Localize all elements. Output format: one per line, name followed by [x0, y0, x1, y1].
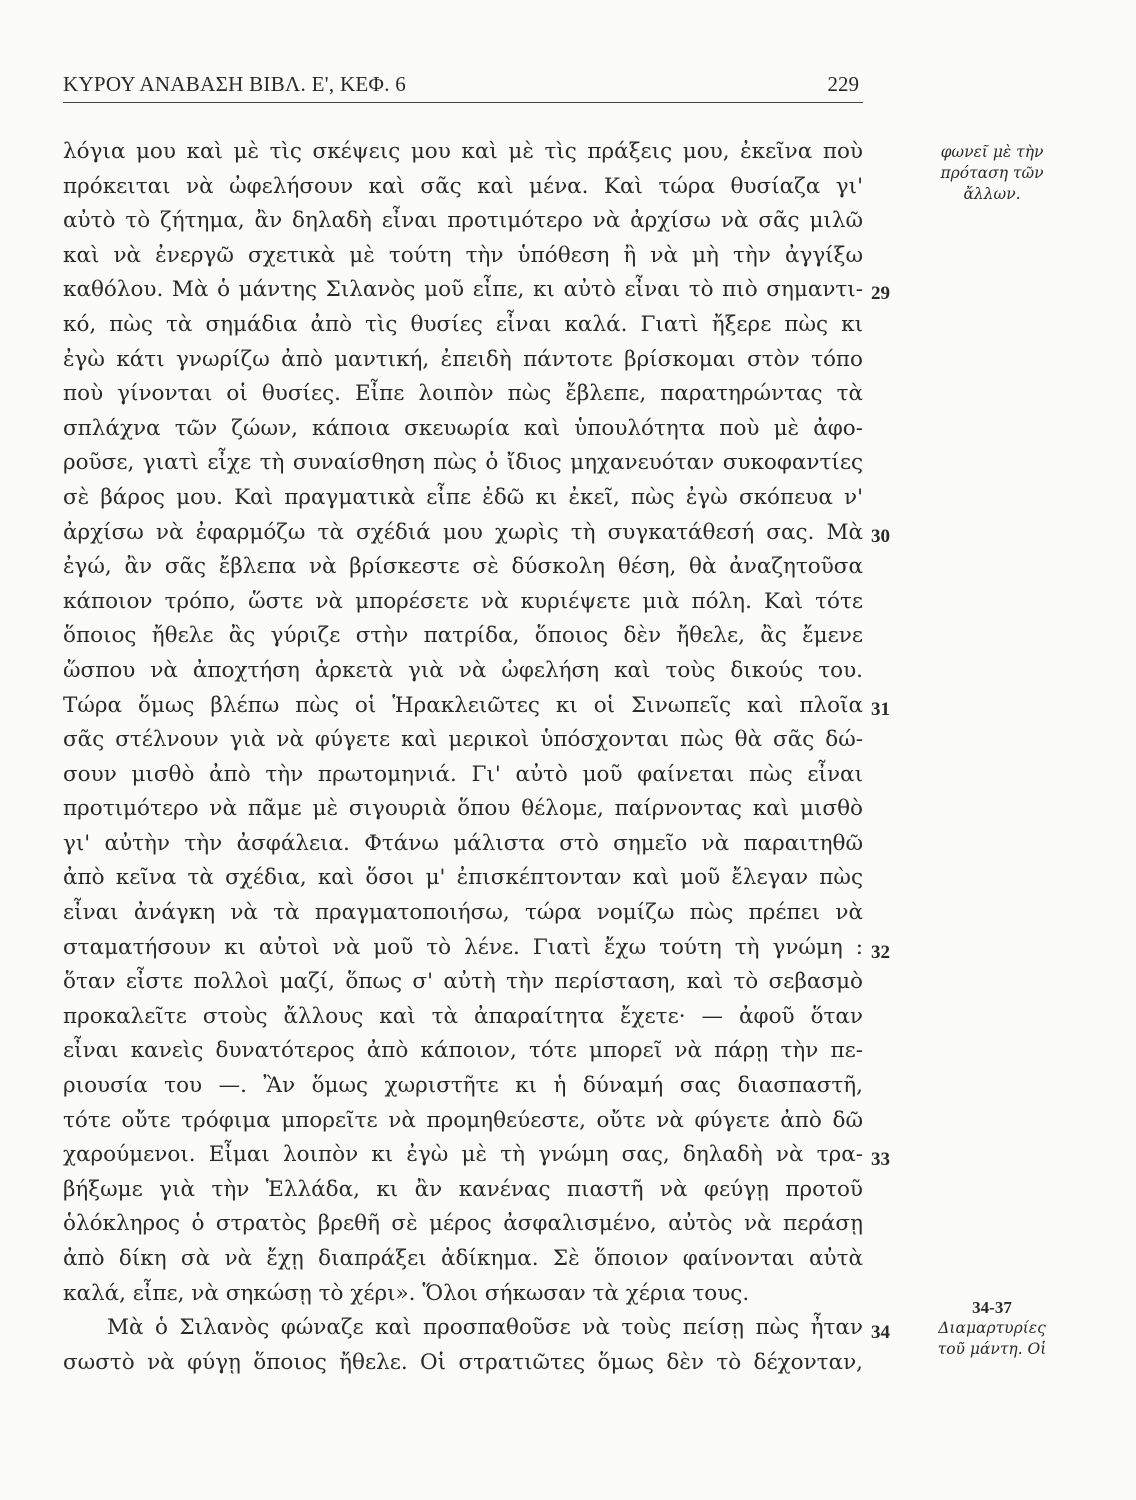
section-number: 31 — [871, 699, 890, 720]
text-line: καὶ νὰ ἐνεργῶ σχετικὰ μὲ τούτη τὴν ὑπόθεση ἢ νὰ μὴ τὴν ἀγγίξω — [63, 242, 863, 268]
sidenote-line: Διαμαρτυρίες — [938, 1319, 1046, 1337]
text-line: γι' αὐτὴν τὴν ἀσφάλεια. Φτάνω μάλιστα στὸ σημεῖο νὰ παραιτηθῶ — [63, 830, 863, 856]
sidenote-line: ἄλλων. — [963, 185, 1021, 203]
section-number: 29 — [871, 283, 890, 304]
text-line: βήξωμε γιὰ τὴν Ἑλλάδα, κι ἂν κανένας πιαστῆ νὰ φεύγῃ προτοῦ — [63, 1176, 863, 1202]
text-line: καλά, εἶπε, νὰ σηκώσῃ τὸ χέρι». Ὅλοι σήκωσαν τὰ χέρια τους. — [63, 1280, 750, 1306]
text-line: ὅποιος ἤθελε ἂς γύριζε στὴν πατρίδα, ὅποιος δὲν ἤθελε, ἂς ἔμενε — [63, 623, 863, 649]
text-line: σὲ βάρος μου. Καὶ πραγματικὰ εἶπε ἐδῶ κι ἐκεῖ, πὼς ἐγὼ σκόπευα ν' — [63, 484, 863, 510]
sidenote-heading: 34-37 — [972, 1298, 1012, 1317]
text-line: κάποιον τρόπο, ὥστε νὰ μπορέσετε νὰ κυριέψετε μιὰ πόλη. Καὶ τότε — [63, 588, 863, 614]
text-line: ἀπὸ δίκη σὰ νὰ ἔχῃ διαπράξει ἀδίκημα. Σὲ ὅποιον φαίνονται αὐτὰ — [63, 1246, 863, 1271]
text-line: εἶναι ἀνάγκη νὰ τὰ πραγματοποιήσω, τώρα νομίζω πὼς πρέπει νὰ — [63, 900, 863, 926]
text-line: ὥσπου νὰ ἀποχτήση ἀρκετὰ γιὰ νὰ ὠφελήση καὶ τοὺς δικούς του. — [63, 657, 863, 683]
text-line: πρόκειται νὰ ὠφελήσουν καὶ σᾶς καὶ μένα. Καὶ τώρα θυσίαζα γι' — [63, 173, 863, 199]
text-line: χαρούμενοι. Εἶμαι λοιπὸν κι ἐγὼ μὲ τὴ γνώμη σας, δηλαδὴ νὰ τρα- — [63, 1142, 863, 1168]
section-number: 34 — [871, 1322, 890, 1343]
text-line: λόγια μου καὶ μὲ τὶς σκέψεις μου καὶ μὲ τὶς πράξεις μου, ἐκεῖνα ποὺ — [63, 139, 863, 164]
text-line: σουν μισθὸ ἀπὸ τὴν πρωτομηνιά. Γι' αὐτὸ μοῦ φαίνεται πὼς εἶναι — [63, 761, 863, 787]
sidenote-line: τοῦ μάντη. Οἱ — [937, 1340, 1047, 1358]
text-line: ἀρχίσω νὰ ἐφαρμόζω τὰ σχέδιά μου χωρὶς τὴ συγκατάθεσή σας. Μὰ — [63, 519, 863, 545]
text-line: ροῦσε, γιατὶ εἶχε τὴ συναίσθηση πὼς ὁ ἴδιος μηχανευόταν συκοφαντίες — [63, 450, 863, 476]
text-line: ἐγώ, ἂν σᾶς ἔβλεπα νὰ βρίσκεστε σὲ δύσκολη θέση, θὰ ἀναζητοῦσα — [63, 554, 863, 580]
text-line: ἀπὸ κεῖνα τὰ σχέδια, καὶ ὅσοι μ' ἐπισκέπτονταν καὶ μοῦ ἔλεγαν πὼς — [63, 865, 863, 891]
text-line: προκαλεῖτε στοὺς ἄλλους καὶ τὰ ἀπαραίτητα ἔχετε· — ἀφοῦ ὅταν — [63, 1003, 863, 1029]
sidenote-top — [912, 142, 1072, 205]
body-text — [63, 135, 863, 1380]
text-line: τότε οὔτε τρόφιμα μπορεῖτε νὰ προμηθεύεστε, οὔτε νὰ φύγετε ἀπὸ δῶ — [63, 1107, 863, 1133]
text-line: αὐτὸ τὸ ζήτημα, ἂν δηλαδὴ εἶναι προτιμότερο νὰ ἀρχίσω νὰ σᾶς μιλῶ — [63, 208, 863, 234]
page-number: 229 — [827, 72, 859, 96]
text-line: Μὰ ὁ Σιλανὸς φώναζε καὶ προσπαθοῦσε νὰ τοὺς πείσῃ πὼς ἦταν — [107, 1315, 863, 1341]
section-number: 30 — [871, 526, 890, 547]
text-line: Τώρα ὅμως βλέπω πὼς οἱ Ἡρακλειῶτες κι οἱ Σινωπεῖς καὶ πλοῖα — [63, 692, 863, 718]
text-line: κό, πὼς τὰ σημάδια ἀπὸ τὶς θυσίες εἶναι καλά. Γιατὶ ἤξερε πὼς κι — [63, 311, 863, 337]
sidenote-bottom — [912, 1297, 1072, 1360]
section-number: 32 — [871, 942, 890, 963]
page-header — [63, 68, 863, 103]
text-line: ἐγὼ κάτι γνωρίζω ἀπὸ μαντική, ἐπειδὴ πάντοτε βρίσκομαι στὸν τόπο — [63, 346, 863, 372]
text-line: ὁλόκληρος ὁ στρατὸς βρεθῆ σὲ μέρος ἀσφαλισμένο, αὐτὸς νὰ περάσῃ — [63, 1211, 863, 1237]
text-line: σᾶς στέλνουν γιὰ νὰ φύγετε καὶ μερικοὶ ὑπόσχονται πὼς θὰ σᾶς δώ- — [63, 727, 863, 753]
text-line: προτιμότερο νὰ πᾶμε μὲ σιγουριὰ ὅπου θέλομε, παίρνοντας καὶ μισθὸ — [63, 796, 863, 822]
text-line: σταματήσουν κι αὐτοὶ νὰ μοῦ τὸ λένε. Γιατὶ ἔχω τούτη τὴ γνώμη : — [63, 934, 863, 960]
text-line: ποὺ γίνονται οἱ θυσίες. Εἶπε λοιπὸν πὼς ἔβλεπε, παρατηρώντας τὰ — [63, 381, 863, 407]
sidenote-line: φωνεῖ μὲ τὴν — [940, 143, 1044, 161]
text-line: σωστὸ νὰ φύγῃ ὅποιος ἤθελε. Οἱ στρατιῶτες ὅμως δὲν τὸ δέχονταν, — [63, 1349, 863, 1375]
text-line: ριουσία του —. Ἂν ὅμως χωριστῆτε κι ἡ δύναμή σας διασπαστῆ, — [63, 1073, 863, 1099]
sidenote-line: πρόταση τῶν — [940, 164, 1044, 182]
text-line: σπλάχνα τῶν ζώων, κάποια σκευωρία καὶ ὑπουλότητα ποὺ μὲ ἀφο- — [63, 415, 863, 441]
text-line: ὅταν εἶστε πολλοὶ μαζί, ὅπως σ' αὐτὴ τὴν περίσταση, καὶ τὸ σεβασμὸ — [63, 969, 863, 995]
running-head: ΚΥΡΟΥ ΑΝΑΒΑΣΗ ΒΙΒΛ. Ε', ΚΕΦ. 6 — [63, 72, 407, 96]
section-number: 33 — [871, 1149, 890, 1170]
text-line: εἶναι κανεὶς δυνατότερος ἀπὸ κάποιον, τότε μπορεῖ νὰ πάρῃ τὴν πε- — [63, 1038, 863, 1064]
text-line: καθόλου. Μὰ ὁ μάντης Σιλανὸς μοῦ εἶπε, κι αὐτὸ εἶναι τὸ πιὸ σημαντι- — [63, 277, 863, 303]
